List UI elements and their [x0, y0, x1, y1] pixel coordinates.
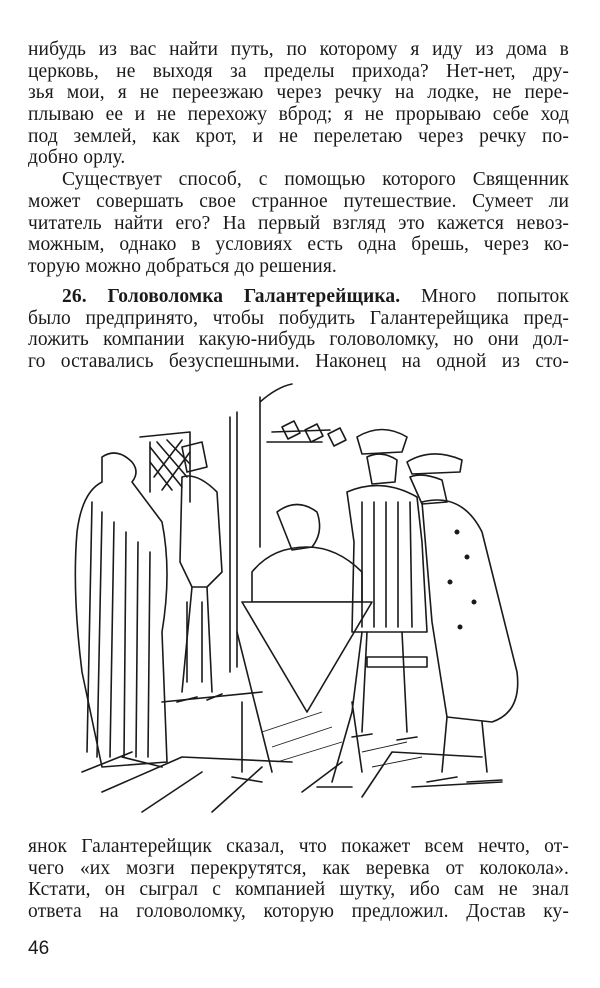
text-line: можным, однако в условиях есть одна брешь, через ко-	[28, 234, 569, 256]
puzzle-26-section	[28, 286, 569, 373]
text-block-top	[28, 39, 569, 278]
text-line: чего «их мозги перекрутятся, как веревка от колокола».	[28, 857, 569, 879]
text-line: ответа на головоломку, которую предложил. Достав ку-	[28, 901, 569, 923]
text-block-bottom	[28, 836, 569, 923]
text-line: нибудь из вас найти путь, по которому я иду из дома в	[28, 39, 569, 60]
text-line: торую можно добраться до решения.	[28, 255, 337, 277]
text-line: церковь, не выходя за пределы прихода? Нет-нет, дру-	[28, 60, 569, 82]
text-line	[28, 286, 569, 308]
text-line: ложить компании какую-нибудь головоломку, но они дол-	[28, 329, 569, 351]
text-line: плываю ее и не перехожу вброд; я не прорываю себе ход	[28, 104, 569, 126]
text-line: под землей, как крот, и не перелетаю через речку по-	[28, 125, 569, 147]
text-line: читатель найти его? На первый взгляд это кажется невоз-	[28, 212, 569, 234]
illustration	[62, 372, 550, 822]
text-line: добно орлу.	[28, 147, 126, 169]
text-line: может совершать свое странное путешествие. Сумеет ли	[28, 190, 569, 212]
text-line: янок Галантерейщик сказал, что покажет всем нечто, от-	[28, 836, 569, 857]
text-line: Существует способ, с помощью которого Священник	[62, 169, 569, 191]
text-line: зья мои, я не переезжаю через речку на лодке, не пере-	[28, 82, 569, 104]
engraving-image	[62, 372, 550, 822]
text-line: Кстати, он сыграл с компанией шутку, ибо сам не знал	[28, 879, 569, 901]
text-line: го оставались безуспешными. Наконец на одной из сто-	[28, 351, 569, 373]
page-number: 46	[28, 938, 50, 959]
puzzle-heading: 26. Головоломка Галантерейщика.	[62, 286, 401, 307]
heading-continuation: Много попыток	[400, 286, 569, 307]
text-line: было предпринято, чтобы побудить Галантерейщика пред-	[28, 307, 569, 329]
